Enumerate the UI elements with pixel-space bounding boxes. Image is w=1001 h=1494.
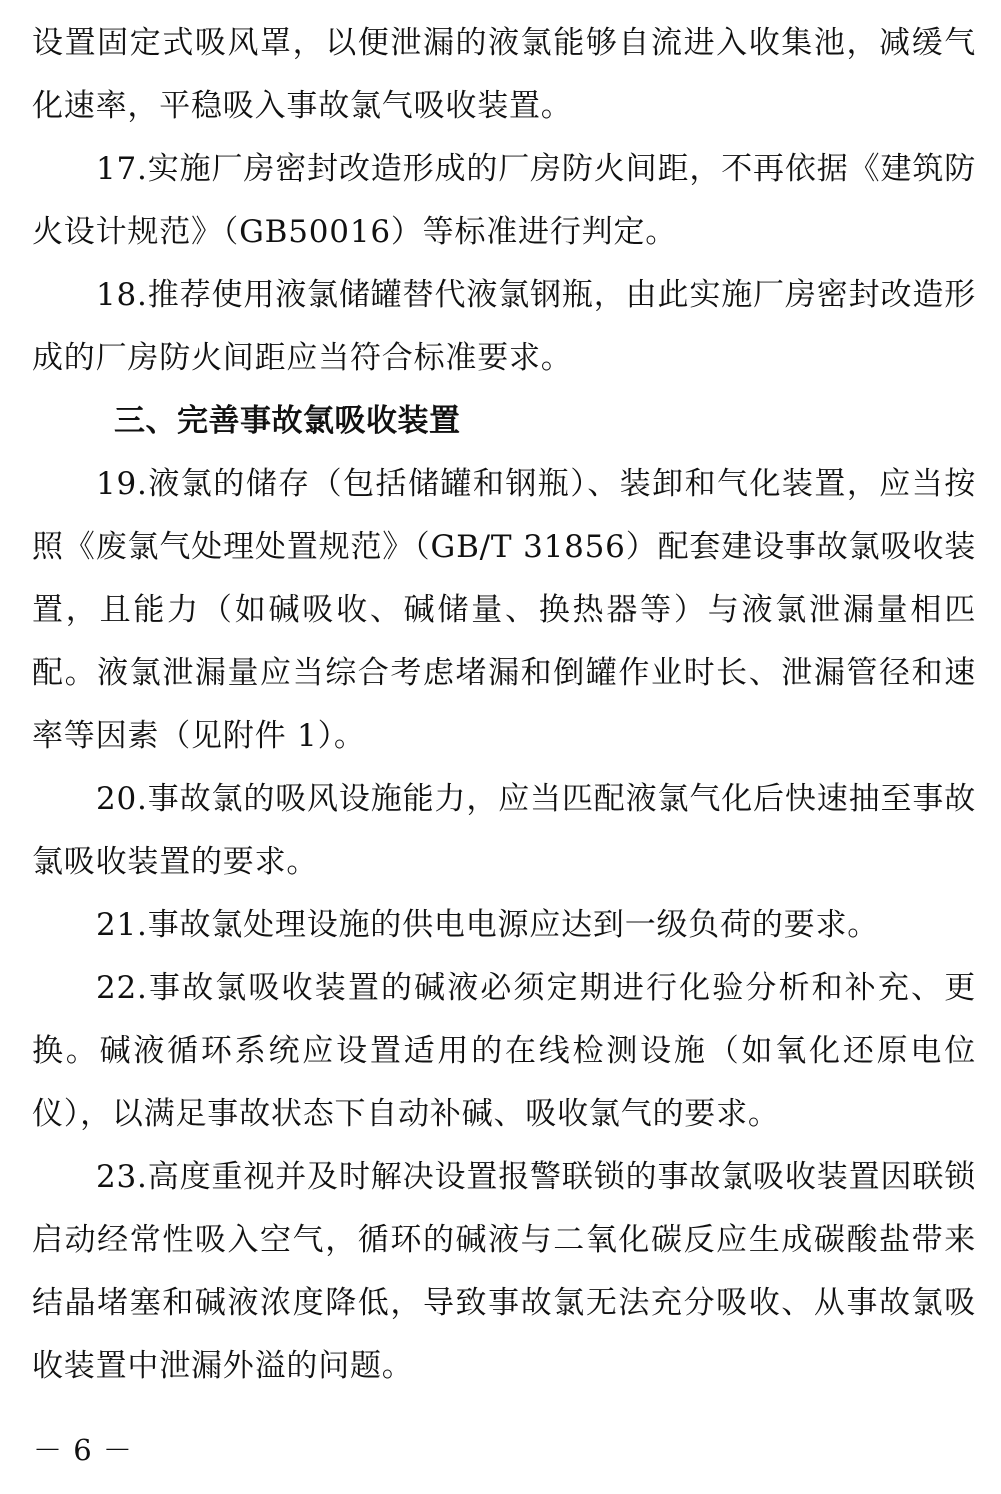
document-body	[32, 12, 976, 1398]
section-heading: 三、完善事故氯吸收装置	[114, 403, 461, 439]
paragraph-item-17: 17.实施厂房密封改造形成的厂房防火间距，不再依据《建筑防火设计规范》（GB50016）等标准进行判定。	[32, 151, 976, 250]
paragraph-item-22: 22.事故氯吸收装置的碱液必须定期进行化验分析和补充、更换。碱液循环系统应设置适用的在线检测设施（如氧化还原电位仪），以满足事故状态下自动补碱、吸收氯气的要求。	[32, 970, 976, 1132]
paragraph-item-19: 19.液氯的储存（包括储罐和钢瓶）、装卸和气化装置，应当按照《废氯气处理处置规范》（GB/T 31856）配套建设事故氯吸收装置，且能力（如碱吸收、碱储量、换热器等）与液氯泄漏量相匹配。液氯泄漏量应当综合考虑堵漏和倒罐作业时长、泄漏管径和速率等因素（见附件 1）。	[32, 466, 976, 754]
paragraph-item-21: 21.事故氯处理设施的供电电源应达到一级负荷的要求。	[96, 907, 880, 943]
paragraph-item-18: 18.推荐使用液氯储罐替代液氯钢瓶，由此实施厂房密封改造形成的厂房防火间距应当符合标准要求。	[32, 277, 976, 376]
paragraph-item-23: 23.高度重视并及时解决设置报警联锁的事故氯吸收装置因联锁启动经常性吸入空气，循环的碱液与二氧化碳反应生成碳酸盐带来结晶堵塞和碱液浓度降低，导致事故氯无法充分吸收、从事故氯吸收装置中泄漏外溢的问题。	[32, 1159, 976, 1384]
page-number: － 6 －	[33, 1433, 133, 1467]
paragraph-continuation: 设置固定式吸风罩，以便泄漏的液氯能够自流进入收集池，减缓气化速率，平稳吸入事故氯气吸收装置。	[32, 25, 976, 124]
paragraph-item-20: 20.事故氯的吸风设施能力，应当匹配液氯气化后快速抽至事故氯吸收装置的要求。	[32, 781, 976, 880]
